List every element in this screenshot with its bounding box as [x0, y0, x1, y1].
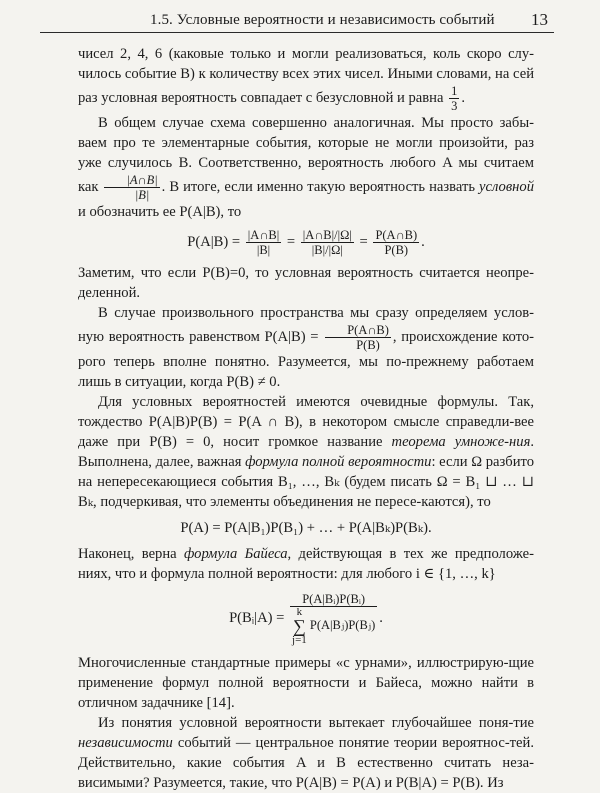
fraction-one-third: [449, 84, 459, 113]
paragraph-2-text-a: В общем случае схема совершенно аналогичная. Мы просто забы-ваем про те элементарные события, которые не могли произойти, раз уже случилось B. Соответственно, вероятность любого A мы считаем как: [78, 115, 534, 195]
running-header: [40, 6, 554, 33]
fraction-definition: [325, 323, 391, 352]
section-title: 1.5. Условные вероятности и независимость событий: [150, 12, 495, 28]
paragraph-5-text-c: : если Ω разбито на непересекающиеся события B₁, …, Bₖ (будем писать Ω = B₁ ⊔ … ⊔ Bₖ, подчеркивая, что элементы объединения не пересе-каются), то: [78, 454, 534, 510]
fraction-numerator: P(A∩B): [325, 323, 391, 338]
paragraph-6-text-a: Наконец, верна: [78, 546, 185, 562]
bayes-fraction: [290, 592, 377, 645]
fraction-denominator: |B|/|Ω|: [311, 243, 343, 257]
paragraph-3: Заметим, что если P(B)=0, то условная вероятность считается неопре-деленной.: [78, 265, 534, 301]
fraction-denominator: 3: [451, 99, 458, 113]
term-conditional: условной: [479, 178, 534, 195]
paragraph-6: [78, 544, 534, 584]
summation-sign: [292, 607, 307, 645]
fraction-ab-over-b: [104, 173, 159, 202]
sum-term: P(A|Bⱼ)P(Bⱼ): [309, 617, 376, 632]
fraction-numerator: |A∩B|/|Ω|: [302, 228, 352, 242]
paragraph-1: [78, 44, 534, 113]
page-number: 13: [531, 10, 548, 29]
sum-upper-limit: k: [296, 606, 303, 618]
term-multiplication-theorem: теорема умноже-ния: [391, 434, 531, 450]
formula-end: .: [421, 233, 425, 250]
paragraph-5: [78, 392, 534, 512]
fraction-denominator: |B|: [134, 188, 150, 202]
paragraph-6-text-b: , действующая в тех же предположе-ниях, что и формула полной вероятности: для любого i ∈ {1, …, k}: [78, 546, 535, 582]
fraction-numerator: |A∩B|: [104, 173, 159, 188]
paragraph-5-text-b: . Выполнена, далее, важная: [78, 434, 535, 470]
formula-bayes: [78, 592, 534, 645]
fraction-denominator: P(B): [384, 243, 409, 257]
fraction-numerator: 1: [451, 84, 458, 98]
term-independence: независимости: [78, 735, 173, 751]
paragraph-2-text-c: и обозначить ее P(A|B), то: [78, 204, 242, 220]
fraction-denominator: |B|: [256, 243, 271, 257]
page-body: [78, 44, 534, 793]
formula-total-probability: P(A) = P(A|B₁)P(B₁) + … + P(A|Bₖ)P(Bₖ).: [180, 520, 432, 536]
formula-lhs: P(A|B) =: [187, 233, 244, 250]
formula-fraction-2: [301, 228, 354, 257]
fraction-denominator: P(B): [356, 338, 380, 352]
formula-lhs: P(Bᵢ|A) =: [229, 609, 289, 626]
paragraph-1-text: чисел 2, 4, 6 (каковые только и могли реализоваться, коль скоро слу-чилось событие B) к количеству всех этих чисел. Иными словами, на сей раз условная вероятность совпадает с безусловной и равна: [78, 46, 534, 106]
paragraph-8-text-a: Из понятия условной вероятности вытекает глубочайшее поня-тие: [98, 715, 534, 731]
paragraph-5-text-a: Для условных вероятностей имеются очевидные формулы. Так, тождество P(A|B)P(B) = P(A ∩ B), в некотором смысле справедли-вее даже при P(B) = 0, носит громкое название: [78, 394, 534, 450]
fraction-denominator: [290, 607, 377, 645]
paragraph-2: [78, 113, 534, 222]
equals-sign: =: [355, 233, 372, 250]
term-total-probability: формула полной вероятности: [245, 454, 432, 470]
term-bayes-formula: формула Байеса: [184, 546, 288, 562]
formula-fraction-3: [373, 228, 419, 257]
formula-end: .: [379, 609, 383, 626]
equals-sign: =: [283, 233, 299, 250]
paragraph-8: [78, 713, 534, 793]
fraction-numerator: P(A∩B): [375, 228, 418, 242]
formula-conditional-probability: [78, 228, 534, 257]
fraction-numerator: |A∩B|: [247, 228, 280, 242]
paragraph-7: Многочисленные стандартные примеры «с урнами», иллюстрирую-щие применение формул полной вероятности и Байеса, можно найти в отличном задачнике [14].: [78, 655, 534, 711]
paragraph-4-text-b: , происхождение кото-рого теперь вполне понятно. Разумеется, мы по-прежнему работаем лишь в ситуации, когда P(B) ≠ 0.: [78, 328, 534, 390]
paragraph-1-end: .: [461, 89, 466, 106]
paragraph-4: [78, 303, 534, 392]
sum-symbol: ∑: [292, 616, 306, 636]
sum-lower-limit: j=1: [292, 634, 307, 646]
paragraph-8-text-b: событий — центральное понятие теории вероятнос-тей. Действительно, какие события A и B естественно считать неза-висимыми? Разумеется, такие, что P(A|B) = P(A) и P(B|A) = P(B). Из: [78, 735, 534, 791]
paragraph-2-text-b: . В итоге, если именно такую вероятность назвать: [161, 178, 480, 195]
fraction-numerator: P(A|Bᵢ)P(Bᵢ): [290, 592, 377, 607]
formula-fraction-1: [246, 228, 281, 257]
paragraph-4-text-a: В случае произвольного пространства мы сразу определяем услов-ную вероятность равенством P(A|B) =: [78, 305, 534, 345]
